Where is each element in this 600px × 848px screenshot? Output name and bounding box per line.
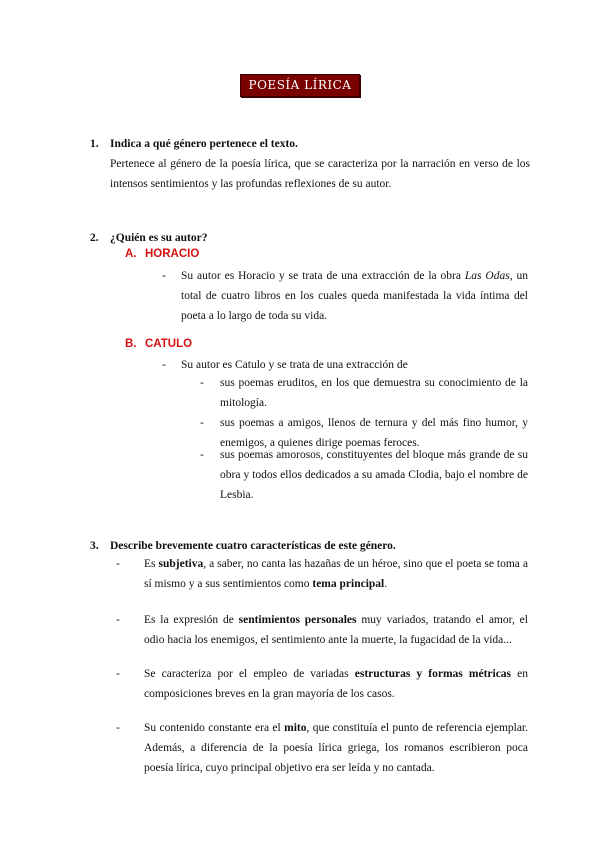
- c2-t1: Es la expresión de: [144, 614, 239, 626]
- horacio-work-title: Las Odas: [464, 270, 510, 282]
- question-3-heading: [90, 536, 530, 556]
- characteristic-4: [116, 718, 528, 778]
- question-1: [90, 134, 530, 194]
- title-container: [0, 74, 600, 97]
- page-title: POESÍA LÍRICA: [240, 74, 361, 97]
- catulo-subitem-2-text: sus poemas a amigos, llenos de ternura y del más fino humor, y enemigos, a quienes dirige poemas feroces.: [220, 417, 528, 449]
- subsection-b-letter: B.: [125, 338, 137, 350]
- subsection-b-name: CATULO: [145, 338, 193, 350]
- question-1-heading: [90, 134, 530, 154]
- subsection-b-heading: [125, 338, 192, 350]
- c3-t2: en composiciones breves en la gran mayoría de los casos.: [144, 668, 528, 700]
- horacio-item: [162, 266, 528, 326]
- subsection-a-name: HORACIO: [145, 248, 200, 260]
- catulo-intro-text: Su autor es Catulo y se trata de una extracción de: [181, 359, 408, 371]
- subsection-a-letter: A.: [125, 248, 137, 260]
- c1-t3: .: [384, 578, 388, 590]
- c1-t2: , a saber, no canta las hazañas de un héroe, sino que el poeta se toma a sí mismo y a sus sentimientos como: [144, 558, 529, 590]
- c3-t1: Se caracteriza por el empleo de variadas: [144, 668, 355, 680]
- c1-bold-2: tema principal: [312, 578, 385, 590]
- characteristic-1: [116, 554, 528, 594]
- dash-bullet: -: [116, 558, 120, 570]
- dash-bullet: -: [116, 668, 120, 680]
- catulo-subitem-1-text: sus poemas eruditos, en los que demuestra su conocimiento de la mitología.: [220, 377, 528, 409]
- question-2: [90, 228, 530, 248]
- characteristic-1-text: [116, 554, 528, 594]
- dash-bullet: -: [162, 270, 166, 282]
- question-3-number: 3.: [90, 540, 99, 552]
- characteristic-2: [116, 610, 528, 650]
- question-1-number: 1.: [90, 138, 99, 150]
- c2-bold-1: sentimientos personales: [238, 614, 357, 626]
- characteristic-2-text: [116, 610, 528, 650]
- question-1-answer: Pertenece al género de la poesía lírica, que se caracteriza por la narración en verso de los intensos sentimientos y las profundas reflexiones de su autor.: [110, 158, 530, 190]
- characteristic-3: [116, 664, 528, 704]
- dash-bullet: -: [200, 417, 204, 429]
- c4-bold-1: mito: [284, 722, 307, 734]
- dash-bullet: -: [200, 377, 204, 389]
- horacio-text-before: Su autor es Horacio y se trata de una extracción de la obra: [181, 270, 465, 282]
- horacio-text: [162, 266, 528, 326]
- question-2-heading: [90, 228, 530, 248]
- question-3: [90, 536, 530, 556]
- catulo-intro: [162, 355, 528, 375]
- catulo-subitem-3: [200, 445, 528, 505]
- question-1-text: Indica a qué género pertenece el texto.: [110, 138, 298, 150]
- question-2-text: ¿Quién es su autor?: [110, 232, 208, 244]
- c4-t2: , que constituía el punto de referencia ejemplar. Además, a diferencia de la poesía lírica griega, los romanos escribieron poca poesía lírica, cuyo principal objetivo era ser leída y no cantada.: [144, 722, 529, 774]
- c2-t2: muy variados, tratando el amor, el odio hacia los enemigos, el sentimiento ante la muerte, la fugacidad de la vida...: [144, 614, 528, 646]
- c3-bold-1: estructuras y formas métricas: [354, 668, 512, 680]
- dash-bullet: -: [116, 614, 120, 626]
- c4-t1: Su contenido constante era el: [144, 722, 285, 734]
- catulo-subitem-1: [200, 373, 528, 413]
- dash-bullet: -: [116, 722, 120, 734]
- horacio-text-after: , un total de cuatro libros en los cuales queda manifestada la vida íntima del poeta a lo largo de toda su vida.: [181, 270, 529, 322]
- dash-bullet: -: [200, 449, 204, 461]
- c1-t1: Es: [144, 558, 159, 570]
- characteristic-4-text: [116, 718, 528, 778]
- c1-bold-1: subjetiva: [158, 558, 204, 570]
- subsection-a-heading: [125, 248, 199, 260]
- dash-bullet: -: [162, 359, 166, 371]
- question-2-number: 2.: [90, 232, 99, 244]
- characteristic-3-text: [116, 664, 528, 704]
- question-3-text: Describe brevemente cuatro características de este género.: [110, 540, 396, 552]
- catulo-subitem-3-text: sus poemas amorosos, constituyentes del bloque más grande de su obra y todos ellos dedicados a su amada Clodia, bajo el nombre de Lesbia.: [220, 449, 528, 501]
